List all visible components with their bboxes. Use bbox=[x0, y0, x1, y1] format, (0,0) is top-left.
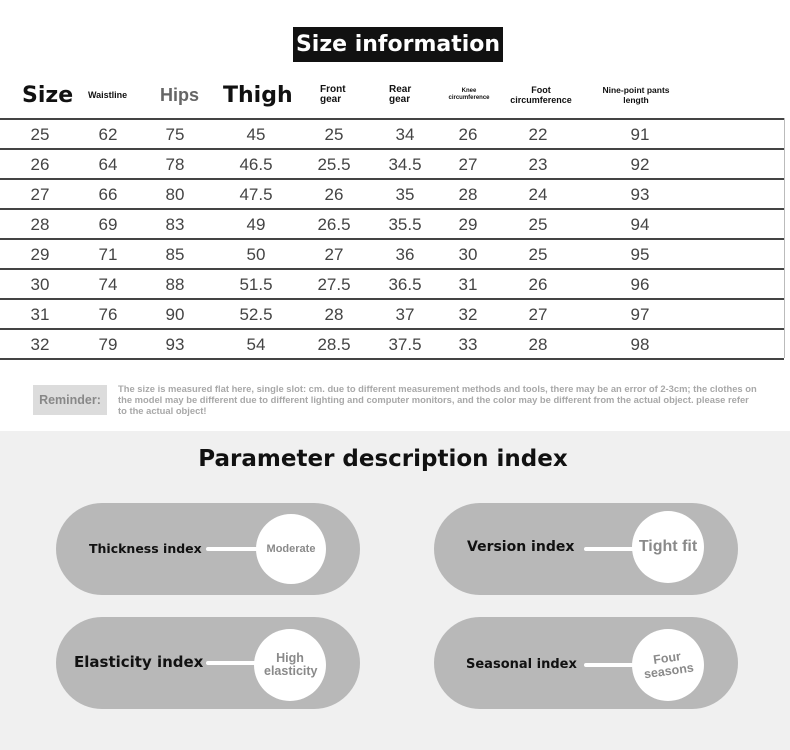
cell-thigh: 54 bbox=[246, 335, 266, 354]
reminder-label: Reminder: bbox=[33, 385, 107, 415]
header-hips: Hips bbox=[160, 84, 200, 105]
cell-foot: 25 bbox=[528, 215, 548, 234]
cell-thigh: 49 bbox=[246, 215, 266, 234]
elasticity-connector bbox=[206, 661, 261, 665]
cell-front-gear: 27.5 bbox=[317, 275, 351, 294]
cell-knee: 29 bbox=[458, 215, 478, 234]
header-front-gear: Front gear bbox=[320, 84, 346, 105]
cell-pants-length: 98 bbox=[630, 335, 650, 354]
cell-hips: 85 bbox=[165, 245, 185, 264]
cell-knee: 31 bbox=[458, 275, 478, 294]
cell-foot: 27 bbox=[528, 305, 548, 324]
cell-size: 30 bbox=[30, 275, 50, 294]
cell-knee: 27 bbox=[458, 155, 478, 174]
header-waistline: Waistline bbox=[88, 90, 128, 100]
cell-hips: 78 bbox=[165, 155, 185, 174]
cell-waistline: 74 bbox=[98, 275, 118, 294]
cell-rear-gear: 35 bbox=[395, 185, 415, 204]
cell-pants-length: 97 bbox=[630, 305, 650, 324]
thickness-index-pill bbox=[56, 503, 360, 595]
thickness-index-label: Thickness index bbox=[89, 541, 202, 556]
version-index-label: Version index bbox=[467, 539, 575, 555]
table-right-border bbox=[784, 118, 785, 358]
cell-front-gear: 28 bbox=[324, 305, 344, 324]
cell-hips: 83 bbox=[165, 215, 185, 234]
cell-foot: 22 bbox=[528, 125, 548, 144]
cell-front-gear: 26.5 bbox=[317, 215, 351, 234]
cell-foot: 23 bbox=[528, 155, 548, 174]
cell-hips: 80 bbox=[165, 185, 185, 204]
cell-foot: 25 bbox=[528, 245, 548, 264]
seasonal-connector bbox=[584, 663, 639, 667]
version-index-pill bbox=[434, 503, 738, 595]
cell-size: 32 bbox=[30, 335, 50, 354]
cell-knee: 26 bbox=[458, 125, 478, 144]
cell-front-gear: 28.5 bbox=[317, 335, 351, 354]
table-row bbox=[0, 180, 784, 210]
table-row bbox=[0, 150, 784, 180]
thickness-value-circle bbox=[256, 514, 326, 584]
table-row bbox=[0, 210, 784, 240]
reminder-text: The size is measured flat here, single slot: cm. due to different measurement methods and tools, there may be an error of 2-3cm; the clothes on the model may be different due to different lighting and computer monitors, and the color may be different from the actual object. please refer to the actual object! bbox=[118, 383, 757, 416]
cell-hips: 88 bbox=[165, 275, 185, 294]
cell-waistline: 62 bbox=[98, 125, 118, 144]
elasticity-value-circle bbox=[254, 629, 326, 701]
cell-rear-gear: 36.5 bbox=[388, 275, 422, 294]
table-row bbox=[0, 300, 784, 330]
cell-thigh: 46.5 bbox=[239, 155, 273, 174]
version-value-circle bbox=[632, 511, 704, 583]
cell-waistline: 64 bbox=[98, 155, 118, 174]
cell-rear-gear: 37.5 bbox=[388, 335, 422, 354]
cell-size: 28 bbox=[30, 215, 50, 234]
cell-pants-length: 92 bbox=[630, 155, 650, 174]
cell-foot: 28 bbox=[528, 335, 548, 354]
cell-thigh: 52.5 bbox=[239, 305, 273, 324]
cell-pants-length: 95 bbox=[630, 245, 650, 264]
cell-thigh: 51.5 bbox=[239, 275, 273, 294]
version-connector bbox=[584, 547, 639, 551]
thickness-connector bbox=[206, 547, 261, 551]
cell-front-gear: 25 bbox=[324, 125, 344, 144]
elasticity-value: High elasticity bbox=[264, 651, 318, 678]
cell-waistline: 69 bbox=[98, 215, 118, 234]
cell-waistline: 71 bbox=[98, 245, 118, 264]
cell-thigh: 47.5 bbox=[239, 185, 273, 204]
row-divider bbox=[0, 358, 784, 360]
cell-waistline: 79 bbox=[98, 335, 118, 354]
cell-rear-gear: 36 bbox=[395, 245, 415, 264]
header-thigh: Thigh bbox=[223, 82, 293, 108]
cell-pants-length: 94 bbox=[630, 215, 650, 234]
cell-size: 29 bbox=[30, 245, 50, 264]
header-knee-circumference: Knee circumference bbox=[448, 88, 490, 101]
seasonal-index-label: Seasonal index bbox=[466, 657, 577, 672]
cell-size: 26 bbox=[30, 155, 50, 174]
cell-size: 31 bbox=[30, 305, 50, 324]
table-row bbox=[0, 120, 784, 150]
cell-knee: 30 bbox=[458, 245, 478, 264]
cell-hips: 90 bbox=[165, 305, 185, 324]
seasonal-value-circle bbox=[632, 629, 704, 701]
cell-foot: 24 bbox=[528, 185, 548, 204]
cell-rear-gear: 34 bbox=[395, 125, 415, 144]
cell-knee: 32 bbox=[458, 305, 478, 324]
version-value: Tight fit bbox=[638, 538, 698, 555]
cell-size: 27 bbox=[30, 185, 50, 204]
cell-thigh: 45 bbox=[246, 125, 266, 144]
thickness-value: Moderate bbox=[266, 543, 316, 555]
header-rear-gear: Rear gear bbox=[389, 84, 412, 105]
seasonal-index-pill bbox=[434, 617, 738, 709]
cell-hips: 93 bbox=[165, 335, 185, 354]
table-row bbox=[0, 330, 784, 360]
header-size: Size bbox=[22, 82, 74, 108]
cell-knee: 28 bbox=[458, 185, 478, 204]
cell-rear-gear: 37 bbox=[395, 305, 415, 324]
cell-front-gear: 25.5 bbox=[317, 155, 351, 174]
size-information-title: Size information bbox=[293, 27, 503, 62]
cell-waistline: 76 bbox=[98, 305, 118, 324]
cell-foot: 26 bbox=[528, 275, 548, 294]
table-row bbox=[0, 270, 784, 300]
cell-hips: 75 bbox=[165, 125, 185, 144]
elasticity-index-label: Elasticity index bbox=[74, 653, 204, 671]
seasonal-value: Four seasons bbox=[643, 649, 695, 682]
parameter-title: Parameter description index bbox=[198, 446, 568, 472]
cell-rear-gear: 34.5 bbox=[388, 155, 422, 174]
header-foot-circumference: Foot circumference bbox=[510, 85, 572, 105]
cell-pants-length: 91 bbox=[630, 125, 650, 144]
cell-size: 25 bbox=[30, 125, 50, 144]
cell-pants-length: 93 bbox=[630, 185, 650, 204]
cell-rear-gear: 35.5 bbox=[388, 215, 422, 234]
cell-front-gear: 26 bbox=[324, 185, 344, 204]
header-pants-length: Nine-point pants length bbox=[602, 85, 670, 105]
cell-pants-length: 96 bbox=[630, 275, 650, 294]
cell-thigh: 50 bbox=[246, 245, 266, 264]
cell-waistline: 66 bbox=[98, 185, 118, 204]
cell-front-gear: 27 bbox=[324, 245, 344, 264]
cell-knee: 33 bbox=[458, 335, 478, 354]
table-row bbox=[0, 240, 784, 270]
elasticity-index-pill bbox=[56, 617, 360, 709]
